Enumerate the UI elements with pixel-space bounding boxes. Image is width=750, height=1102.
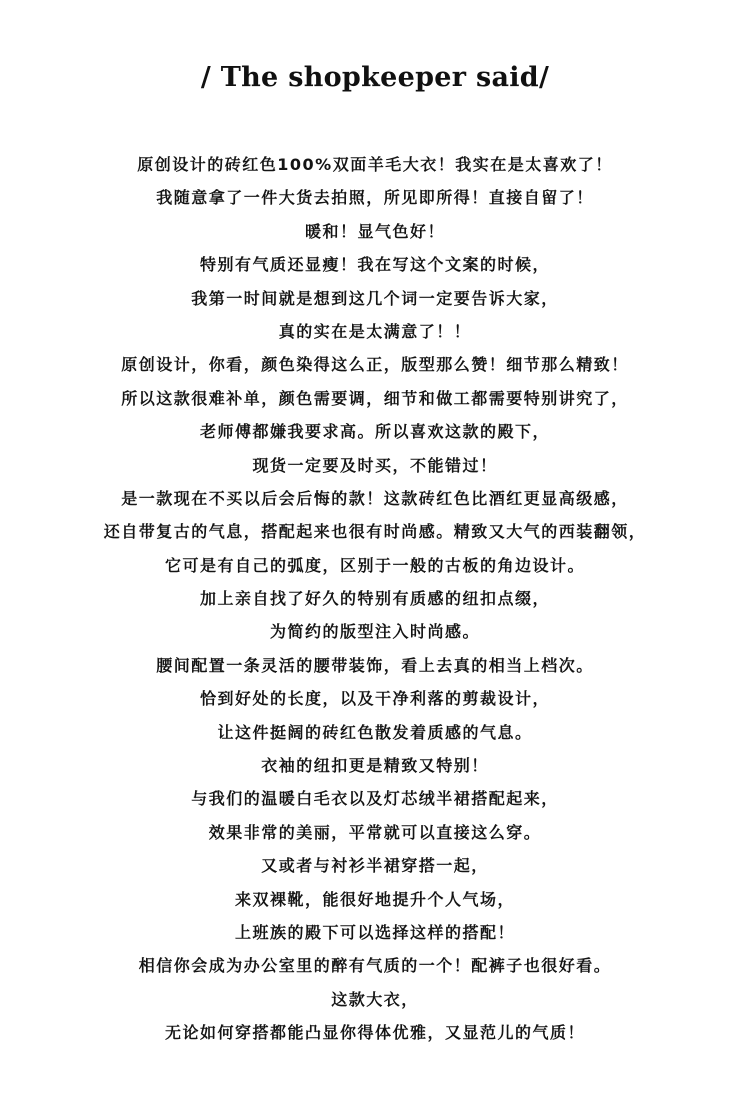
text-line: 来双裸靴，能很好地提升个人气场， [234, 889, 515, 909]
text-line: 腰间配置一条灵活的腰带装饰，看上去真的相当上档次。 [156, 655, 594, 675]
text-line: 衣袖的纽扣更是精致又特别！ [261, 756, 489, 776]
text-line: 又或者与衬衫半裙穿搭一起， [261, 856, 489, 876]
text-line: 这款大衣， [331, 989, 419, 1009]
text-line: 是一款现在不买以后会后悔的款！这款砖红色比酒红更显高级感， [121, 488, 629, 508]
text-line: 还自带复古的气息，搭配起来也很有时尚感。精致又大气的西装翻领， [103, 522, 647, 542]
text-line: 与我们的温暖白毛衣以及灯芯绒半裙搭配起来， [191, 789, 559, 809]
text-line: 所以这款很难补单，颜色需要调，细节和做工都需要特别讲究了， [121, 388, 629, 408]
text-line: 恰到好处的长度，以及干净利落的剪裁设计， [199, 689, 550, 709]
text-line: 相信你会成为办公室里的醉有气质的一个！配裤子也很好看。 [138, 956, 612, 976]
text-line: 上班族的殿下可以选择这样的搭配！ [234, 922, 515, 942]
text-line: 暖和！显气色好！ [304, 221, 445, 241]
text-line: 为简约的版型注入时尚感。 [269, 622, 480, 642]
page-title: / The shopkeeper said/ [200, 62, 550, 93]
text-line: 我第一时间就是想到这几个词一定要告诉大家， [191, 288, 559, 308]
text-line: 原创设计，你看，颜色染得这么正，版型那么赞！细节那么精致！ [121, 355, 629, 375]
text-line: 现货一定要及时买，不能错过！ [252, 455, 498, 475]
text-line: 特别有气质还显瘦！我在写这个文案的时候， [199, 255, 550, 275]
description-text-block [0, 148, 750, 1050]
text-line: 老师傅都嫌我要求高。所以喜欢这款的殿下， [199, 422, 550, 442]
text-line: 真的实在是太满意了！！ [278, 321, 472, 341]
text-line: 原创设计的砖红色100%双面羊毛大衣！我实在是太喜欢了！ [137, 155, 613, 174]
text-line: 我随意拿了一件大货去拍照，所见即所得！直接自留了！ [156, 188, 594, 208]
text-line: 它可是有自己的弧度，区别于一般的古板的角边设计。 [164, 555, 585, 575]
text-line: 效果非常的美丽，平常就可以直接这么穿。 [208, 822, 542, 842]
text-line: 加上亲自找了好久的特别有质感的纽扣点缀， [199, 589, 550, 609]
text-line: 无论如何穿搭都能凸显你得体优雅，又显范儿的气质！ [164, 1023, 585, 1043]
text-line: 让这件挺阔的砖红色散发着质感的气息。 [217, 722, 533, 742]
